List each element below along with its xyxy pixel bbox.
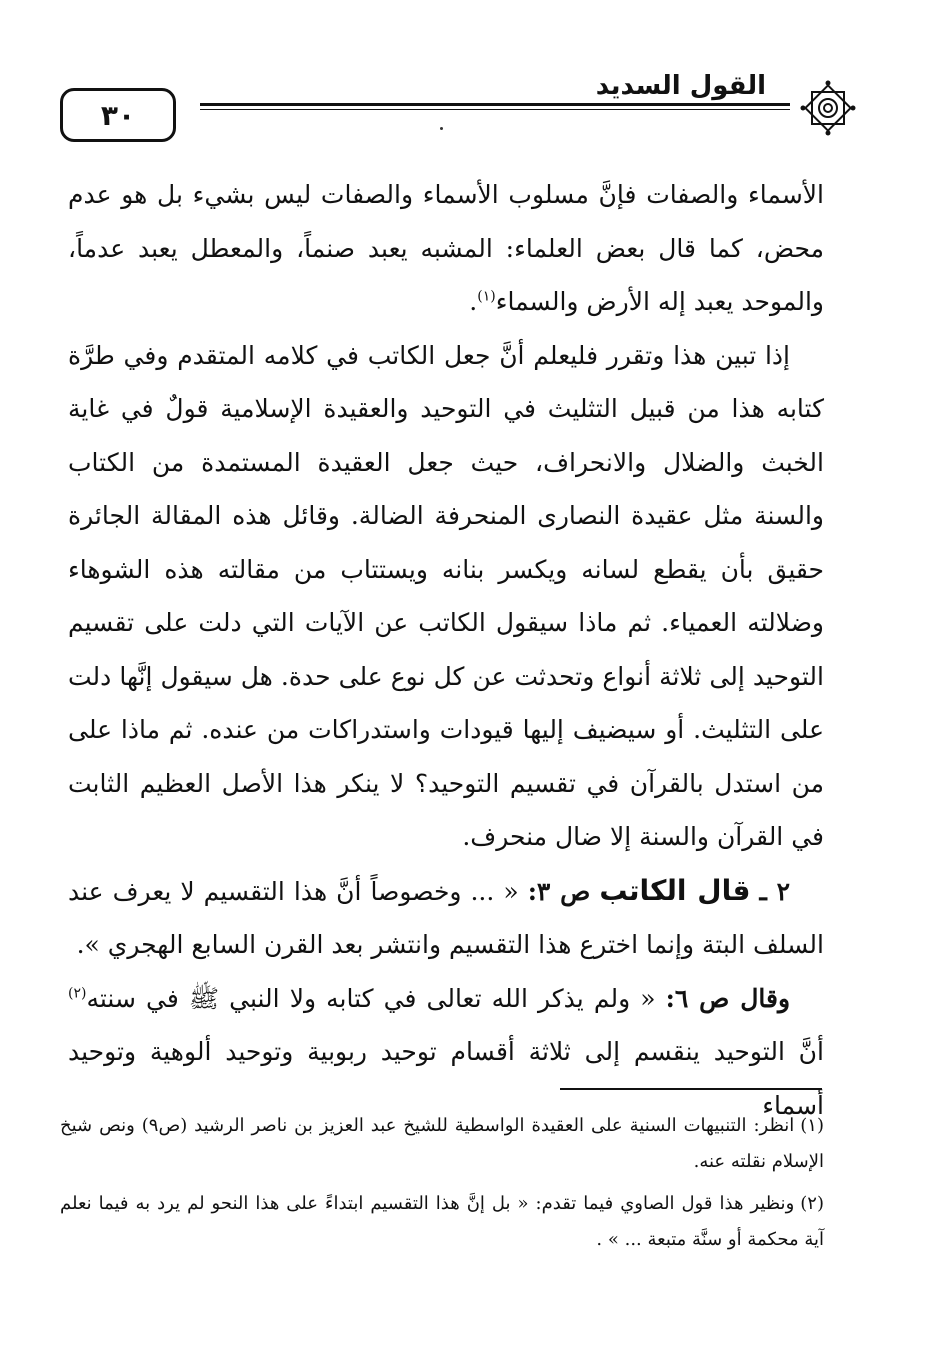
- footnote-ref-2: (٢): [68, 985, 87, 1002]
- quote-lead-2: وقال ص ٦:: [665, 983, 791, 1013]
- paragraph-1-text: الأسماء والصفات فإنَّ مسلوب الأسماء والصفات ليس بشيء بل هو عدم محض، كما قال بعض العلماء: المشبه يعبد صنماً، والمعطل يعبد عدماً، والموحد يعبد إله الأرض والسماء: [68, 180, 824, 316]
- quote-lead: قال الكاتب: [599, 873, 751, 907]
- octagram-flower-icon: [800, 80, 856, 136]
- speck: [440, 127, 443, 130]
- paragraph-1-end: .: [469, 287, 478, 316]
- footnote-2-text: ونظير هذا قول الصاوي فيما تقدم: « بل إنَّ هذا التقسيم ابتداءً على هذا النحو لم يرد به فيما نعلم آية محكمة أو سنَّة متبعة ... » .: [60, 1193, 824, 1250]
- paragraph-4-text-a: « ولم يذكر الله تعالى في كتابه ولا النبي ﷺ في سنته: [86, 983, 656, 1013]
- paragraph-1: [68, 168, 824, 329]
- paragraph-3: [68, 864, 824, 972]
- page-reference: ص ٣:: [527, 876, 591, 906]
- footnote-rule: [560, 1088, 822, 1090]
- footnote-1-text: انظر: التنبيهات السنية على العقيدة الواسطية للشيخ عبد العزيز بن ناصر الرشيد (ص٩) ونص شيخ الإسلام نقلته عنه.: [60, 1115, 824, 1172]
- footnotes: [60, 1108, 824, 1264]
- footnote-1-marker: (١): [800, 1115, 824, 1136]
- item-number: ٢ ـ: [759, 876, 791, 906]
- page-number: ٣٠: [60, 88, 176, 142]
- paragraph-3-text: « ... وخصوصاً أنَّ هذا التقسيم لا يعرف عند السلف البتة وإنما اخترع هذا التقسيم وانتشر بعد القرن السابع الهجري ».: [68, 876, 824, 959]
- header-rule: [200, 103, 790, 106]
- body-text: [68, 168, 824, 1132]
- footnote-1: [60, 1108, 824, 1180]
- footnote-ref-1: (١): [477, 288, 496, 305]
- footnote-2: [60, 1186, 824, 1258]
- paragraph-2: إذا تبين هذا وتقرر فليعلم أنَّ جعل الكاتب في كلامه المتقدم وفي طرَّة كتابه هذا من قبيل التثليث في التوحيد والعقيدة الإسلامية قولٌ في غاية الخبث والضلال والانحراف، حيث جعل العقيدة المستمدة من الكتاب والسنة مثل عقيدة النصارى المنحرفة الضالة. وقائل هذه المقالة الجائرة حقيق بأن يقطع لسانه ويكسر بنانه ويستتاب من مقالته هذه الشوهاء وضلالته العمياء. ثم ماذا سيقول الكاتب عن الآيات التي دلت على تقسيم التوحيد إلى ثلاثة أنواع وتحدثت عن كل نوع على حدة. هل سيقول إنَّها دلت على التثليث. أو سيضيف إليها قيودات واستدراكات من عنده. ثم ماذا على من استدل بالقرآن في تقسيم التوحيد؟ لا ينكر هذا الأصل العظيم الثابت في القرآن والسنة إلا ضال منحرف.: [68, 340, 824, 851]
- running-title: القول السديد: [590, 70, 772, 102]
- footnote-2-marker: (٢): [800, 1193, 824, 1214]
- paragraph-4-text-b: أنَّ التوحيد ينقسم إلى ثلاثة أقسام توحيد ربوبية وتوحيد ألوهية وتوحيد أسماء: [68, 1037, 824, 1120]
- page-header: [60, 70, 860, 140]
- header-rule-thin: [200, 109, 790, 110]
